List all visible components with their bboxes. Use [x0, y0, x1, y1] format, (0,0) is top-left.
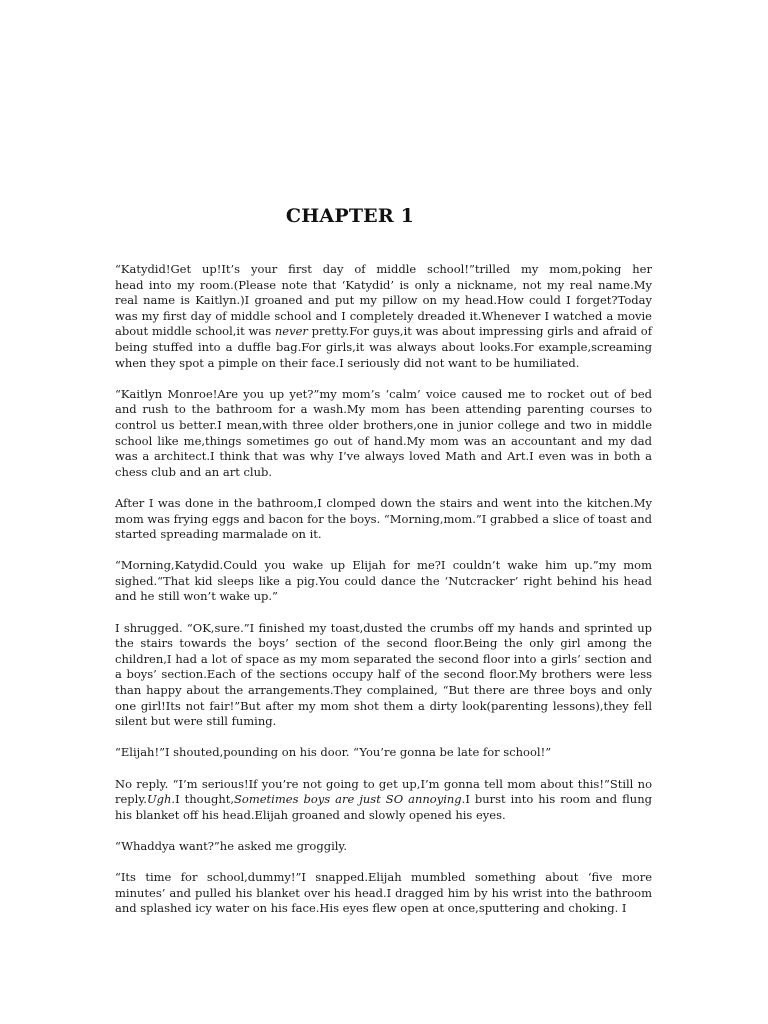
paragraph: [115, 777, 652, 824]
text-line: and rush to the bathroom for a wash.My mom has been attending parenting courses to: [115, 402, 652, 417]
text-line: “Whaddya want?”he asked me groggily.: [115, 838, 348, 853]
text-line: children,I had a lot of space as my mom separated the second floor into a girls’ section and: [115, 651, 652, 666]
paragraph: [115, 839, 652, 855]
text-line: was my first day of middle school and I completely dreaded it.Whenever I watched a movie: [115, 308, 652, 323]
text-line: the stairs towards the boys’ section of the second floor.Being the only girl among the: [115, 636, 652, 651]
text-line: started spreading marmalade on it.: [115, 527, 322, 542]
text-line: real name is Kaitlyn.)I groaned and put my pillow on my head.How could I forget?Today: [115, 293, 652, 308]
chapter-body: [115, 262, 652, 933]
text-line: “Its time for school,dummy!”I snapped.Elijah mumbled something about ‘five more: [115, 870, 652, 885]
text-line: “Elijah!”I shouted,pounding on his door. “You’re gonna be late for school!”: [115, 745, 552, 760]
text-line: when they spot a pimple on their face.I seriously did not want to be humiliated.: [115, 355, 580, 370]
text-line: I shrugged. “OK,sure.”I finished my toast,dusted the crumbs off my hands and sprinted up: [115, 620, 652, 635]
text-line: was a architect.I think that was why I’ve always loved Math and Art.I even was in both a: [115, 449, 652, 464]
text-line: than happy about the arrangements.They complained, “But there are three boys and only: [115, 683, 652, 698]
text-line: and he still won’t wake up.”: [115, 589, 278, 604]
text-line: school like me,things sometimes go out of hand.My mom was an accountant and my dad: [115, 433, 652, 448]
text-line: control us better.I mean,with three older brothers,one in junior college and two in middle: [115, 417, 652, 432]
text-line: “Morning,Katydid.Could you wake up Elijah for me?I couldn’t wake him up.”my mom: [115, 558, 652, 573]
text-line: sighed.“That kid sleeps like a pig.You could dance the ‘Nutcracker’ right behind his head: [115, 573, 652, 588]
text-line: reply.Ugh.I thought,Sometimes boys are just SO annoying.I burst into his room and flung: [115, 792, 652, 807]
text-line: his blanket off his head.Elijah groaned and slowly opened his eyes.: [115, 807, 506, 822]
paragraph: [115, 496, 652, 543]
text-line: about middle school,it was never pretty.For guys,it was about impressing girls and afraid of: [115, 324, 652, 339]
text-line: No reply. “I’m serious!If you’re not going to get up,I’m gonna tell mom about this!”Still no: [115, 776, 652, 791]
paragraph: [115, 745, 652, 761]
paragraph: [115, 558, 652, 605]
text-line: being stuffed into a duffle bag.For girls,it was always about looks.For example,screaming: [115, 339, 652, 354]
text-line: “Kaitlyn Monroe!Are you up yet?”my mom’s ‘calm’ voice caused me to rocket out of bed: [115, 386, 652, 401]
text-line: silent but were still fuming.: [115, 714, 277, 729]
paragraph: [115, 870, 652, 917]
text-line: chess club and an art club.: [115, 464, 273, 479]
paragraph: [115, 262, 652, 371]
text-line: After I was done in the bathroom,I clomped down the stairs and went into the kitchen.My: [115, 495, 652, 510]
text-line: “Katydid!Get up!It’s your first day of middle school!”trilled my mom,poking her: [115, 262, 652, 276]
text-line: mom was frying eggs and bacon for the boys. “Morning,mom.”I grabbed a slice of toast and: [115, 511, 652, 526]
text-line: one girl!Its not fair!”But after my mom shot them a dirty look(parenting lessons),they fell: [115, 698, 652, 713]
paragraph: [115, 387, 652, 481]
text-line: a boys’ section.Each of the sections occupy half of the second floor.My brothers were less: [115, 667, 652, 682]
chapter-title: CHAPTER 1: [285, 205, 415, 227]
text-line: head into my room.(Please note that ‘Katydid’ is only a nickname, not my real name.My: [115, 277, 652, 292]
paragraph: [115, 621, 652, 730]
text-line: minutes’ and pulled his blanket over his head.I dragged him by his wrist into the bathroom: [115, 885, 652, 900]
text-line: and splashed icy water on his face.His eyes flew open at once,sputtering and choking. I: [115, 901, 627, 916]
